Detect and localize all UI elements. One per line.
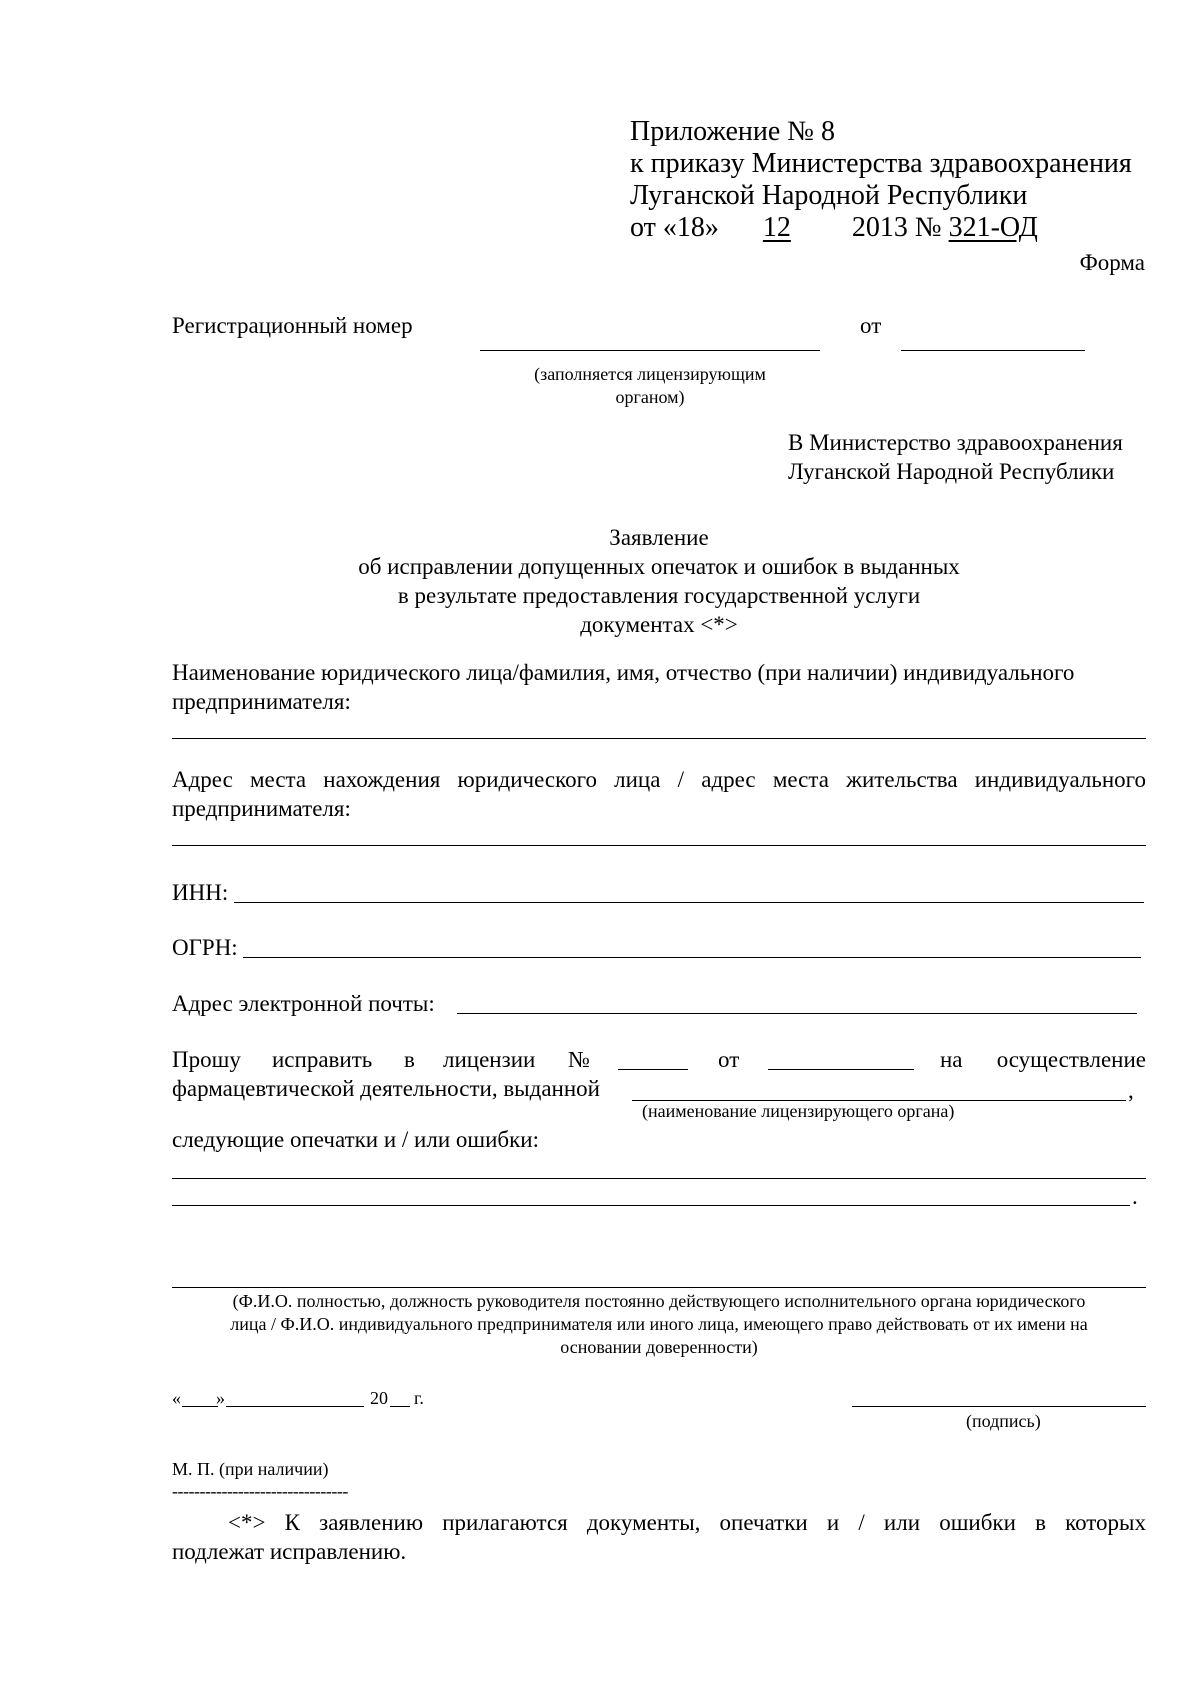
inn-field[interactable] <box>234 902 1144 903</box>
applicant-name-label <box>172 658 1146 687</box>
applicant-name-label-line1: Наименование юридического лица/фамилия, имя, отчество (при наличии) индивидуального <box>172 660 1075 685</box>
year-field[interactable] <box>390 1406 410 1407</box>
footnote-line1: <*> К заявлению прилагаются документы, опечатки и / или ошибки в которых <box>228 1510 1146 1535</box>
registration-date-field[interactable] <box>901 350 1085 351</box>
footnote-line2: подлежат исправлению. <box>172 1539 407 1564</box>
footnote-separator: -------------------------------- <box>172 1481 348 1501</box>
license-number-field[interactable] <box>618 1069 688 1070</box>
title-line3: в результате предоставления государственной услуги <box>397 583 921 608</box>
request-word-implementation: осуществление <box>996 1047 1146 1072</box>
request-line3: следующие опечатки и / или ошибки: <box>172 1127 540 1152</box>
document-title <box>172 523 1146 639</box>
ogrn-label: ОГРН: <box>172 935 238 960</box>
registration-from-label: от <box>860 313 882 338</box>
applicant-name-label-line2: предпринимателя: <box>172 689 351 714</box>
title-line2: об исправлении допущенных опечаток и ошибок в выданных <box>358 554 960 579</box>
request-word-3: в <box>404 1047 415 1072</box>
order-date-prefix: от «18» <box>630 212 719 243</box>
errors-field-line1[interactable] <box>172 1178 1146 1179</box>
stamp-label: М. П. (при наличии) <box>172 1459 329 1479</box>
registration-label: Регистрационный номер <box>172 313 413 338</box>
signatory-note-line3: основании доверенности) <box>560 1337 758 1357</box>
order-number: 321-ОД <box>948 212 1038 243</box>
request-line2: фармацевтической деятельности, выданной <box>172 1076 600 1101</box>
inn-label: ИНН: <box>172 880 229 905</box>
signature-label: (подпись) <box>966 1411 1041 1431</box>
errors-field-line2[interactable] <box>172 1205 1130 1206</box>
day-field[interactable] <box>182 1406 218 1407</box>
signatory-note-line2: лица / Ф.И.О. индивидуального предпринимателя или иного лица, имеющего право действовать от их имени на <box>230 1314 1088 1334</box>
addressee-line2: Луганской Народной Республики <box>788 459 1115 484</box>
signatory-note-line1: (Ф.И.О. полностью, должность руководителя постоянно действующего исполнительного органа юридического <box>232 1291 1086 1311</box>
request-word-from: от <box>718 1047 740 1072</box>
order-date-line <box>630 212 1038 244</box>
registration-note-line2: органом) <box>615 387 685 407</box>
request-word-1: Прошу <box>172 1047 241 1072</box>
addressee-line1: В Министерство здравоохранения <box>788 430 1123 455</box>
applicant-name-field[interactable] <box>172 738 1146 739</box>
request-number-sign: № <box>568 1047 590 1072</box>
date-open-quote: « <box>172 1388 181 1408</box>
year-suffix: г. <box>414 1388 424 1408</box>
request-word-on: на <box>940 1047 963 1072</box>
address-label-line2: предпринимателя: <box>172 796 351 821</box>
title-line4: документах <*> <box>580 612 738 637</box>
month-field[interactable] <box>226 1406 364 1407</box>
ogrn-field[interactable] <box>243 957 1141 958</box>
errors-period: . <box>1132 1184 1138 1209</box>
license-date-field[interactable] <box>768 1069 914 1070</box>
email-field[interactable] <box>457 1013 1137 1014</box>
request-comma: , <box>1128 1078 1134 1103</box>
order-reference: к приказу Министерства здравоохранения <box>630 148 1132 179</box>
email-label: Адрес электронной почты: <box>172 991 435 1016</box>
signature-field[interactable] <box>852 1406 1146 1407</box>
form-label: Форма <box>1079 250 1145 275</box>
order-date-month: 12 <box>762 212 791 243</box>
registration-number-field[interactable] <box>480 350 820 351</box>
request-word-4: лицензии <box>443 1047 536 1072</box>
republic-name: Луганской Народной Республики <box>630 180 1028 211</box>
order-date-year: 2013 № <box>851 212 942 243</box>
address-label-line1: Адрес места нахождения юридического лица / адрес места жительства индивидуального <box>172 767 1146 792</box>
date-close-quote: » <box>216 1388 225 1408</box>
registration-note <box>480 363 820 409</box>
title-line1: Заявление <box>609 525 709 550</box>
appendix-number: Приложение № 8 <box>630 116 835 147</box>
signatory-note <box>172 1290 1146 1359</box>
registration-note-line1: (заполняется лицензирующим <box>534 364 766 384</box>
signatory-field[interactable] <box>172 1287 1146 1288</box>
request-word-2: исправить <box>272 1047 373 1072</box>
year-prefix: 20 <box>370 1388 388 1408</box>
address-field[interactable] <box>172 845 1146 846</box>
licensing-authority-note: (наименование лицензирующего органа) <box>642 1101 955 1121</box>
